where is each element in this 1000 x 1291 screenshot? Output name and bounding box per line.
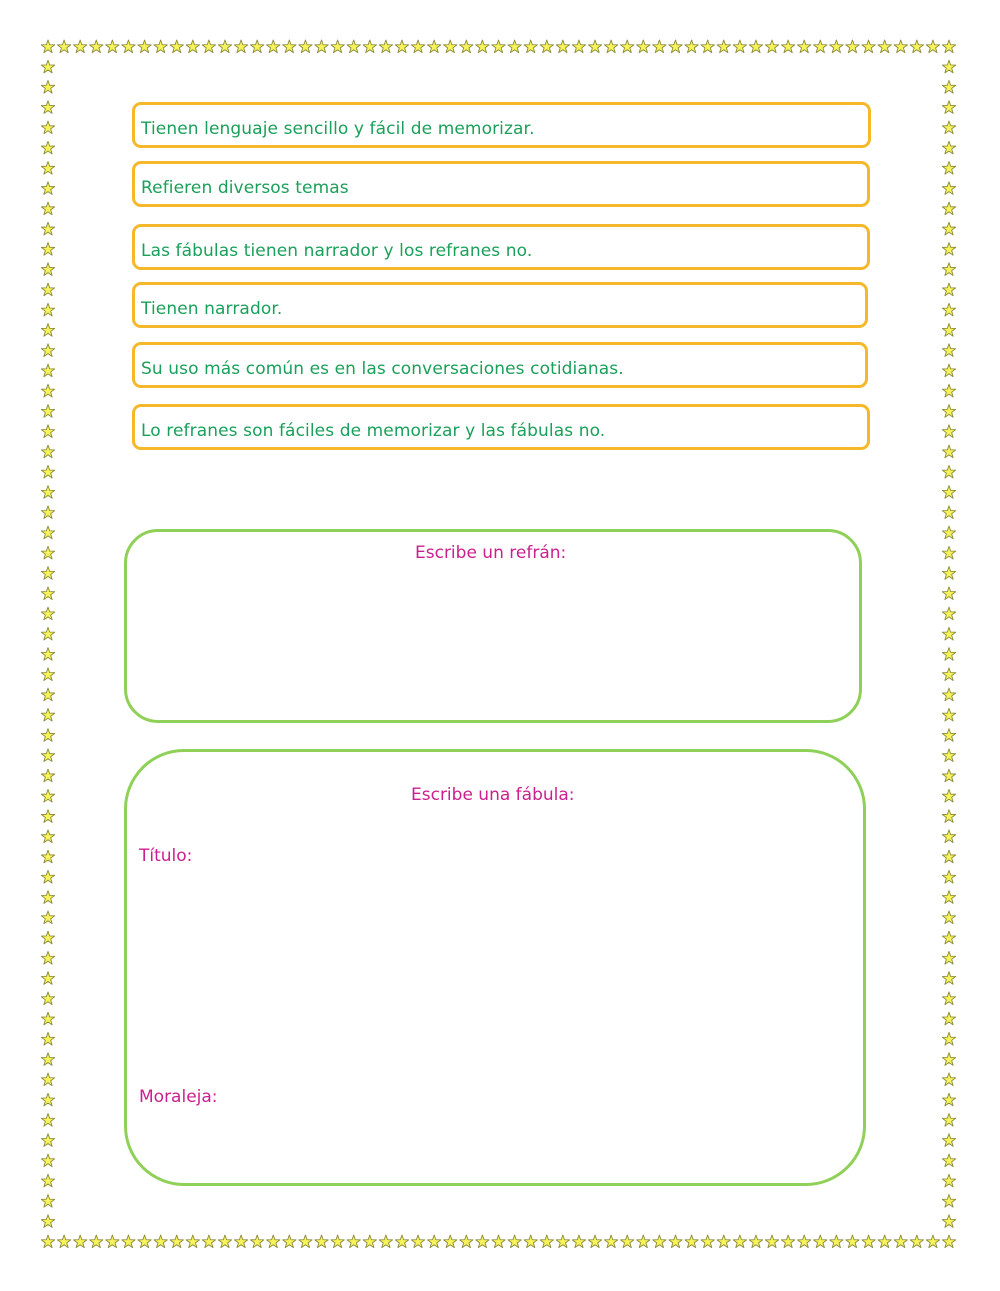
star-icon bbox=[41, 425, 54, 438]
star-icon bbox=[910, 1235, 923, 1248]
star-icon bbox=[942, 1113, 955, 1126]
star-icon bbox=[894, 40, 907, 53]
star-icon bbox=[524, 1235, 537, 1248]
star-icon bbox=[427, 40, 440, 53]
star-icon bbox=[202, 40, 215, 53]
star-icon bbox=[476, 1235, 489, 1248]
star-icon bbox=[57, 1235, 70, 1248]
star-icon bbox=[942, 870, 955, 883]
star-icon bbox=[765, 1235, 778, 1248]
star-icon bbox=[363, 1235, 376, 1248]
star-icon bbox=[669, 1235, 682, 1248]
star-icon bbox=[604, 40, 617, 53]
star-icon bbox=[411, 1235, 424, 1248]
star-icon bbox=[942, 81, 955, 94]
star-icon bbox=[41, 243, 54, 256]
star-icon bbox=[830, 40, 843, 53]
statement-text: Lo refranes son fáciles de memorizar y las fábulas no. bbox=[141, 421, 606, 441]
star-icon bbox=[717, 1235, 730, 1248]
star-icon bbox=[572, 40, 585, 53]
star-icon bbox=[331, 1235, 344, 1248]
star-icon bbox=[781, 40, 794, 53]
star-icon bbox=[942, 263, 955, 276]
star-icon bbox=[41, 567, 54, 580]
star-icon bbox=[41, 1093, 54, 1106]
star-icon bbox=[41, 1053, 54, 1066]
star-icon bbox=[41, 182, 54, 195]
star-icon bbox=[717, 40, 730, 53]
star-icon bbox=[942, 303, 955, 316]
star-icon bbox=[942, 506, 955, 519]
star-icon bbox=[556, 40, 569, 53]
star-icon bbox=[218, 1235, 231, 1248]
star-icon bbox=[926, 40, 939, 53]
statement-text: Su uso más común es en las conversaciones cotidianas. bbox=[141, 359, 624, 379]
fabula-heading: Escribe una fábula: bbox=[411, 785, 575, 805]
star-icon bbox=[154, 1235, 167, 1248]
star-icon bbox=[942, 648, 955, 661]
star-icon bbox=[57, 40, 70, 53]
star-icon bbox=[170, 1235, 183, 1248]
star-icon bbox=[41, 121, 54, 134]
star-icon bbox=[186, 40, 199, 53]
star-icon bbox=[492, 40, 505, 53]
star-icon bbox=[122, 40, 135, 53]
star-icon bbox=[41, 810, 54, 823]
star-icon bbox=[942, 1194, 955, 1207]
star-icon bbox=[234, 1235, 247, 1248]
star-icon bbox=[41, 546, 54, 559]
star-icon bbox=[41, 951, 54, 964]
star-icon bbox=[942, 465, 955, 478]
statement-box-1[interactable] bbox=[132, 102, 871, 148]
star-icon bbox=[942, 526, 955, 539]
star-icon bbox=[41, 486, 54, 499]
star-icon bbox=[814, 40, 827, 53]
star-icon bbox=[572, 1235, 585, 1248]
star-icon bbox=[315, 40, 328, 53]
star-icon bbox=[41, 1113, 54, 1126]
star-icon bbox=[814, 1235, 827, 1248]
star-icon bbox=[701, 1235, 714, 1248]
star-icon bbox=[540, 40, 553, 53]
statement-box-3[interactable] bbox=[132, 224, 870, 270]
star-icon bbox=[41, 324, 54, 337]
star-icon bbox=[41, 344, 54, 357]
star-icon bbox=[942, 162, 955, 175]
star-icon bbox=[41, 101, 54, 114]
star-icon bbox=[942, 344, 955, 357]
star-icon bbox=[942, 243, 955, 256]
statement-text: Tienen lenguaje sencillo y fácil de memorizar. bbox=[141, 119, 535, 139]
star-icon bbox=[942, 1032, 955, 1045]
star-icon bbox=[41, 60, 54, 73]
star-icon bbox=[41, 1012, 54, 1025]
star-icon bbox=[444, 40, 457, 53]
star-icon bbox=[476, 40, 489, 53]
star-icon bbox=[798, 40, 811, 53]
star-icon bbox=[942, 1012, 955, 1025]
star-icon bbox=[41, 627, 54, 640]
star-icon bbox=[74, 1235, 87, 1248]
star-icon bbox=[508, 1235, 521, 1248]
star-icon bbox=[267, 1235, 280, 1248]
star-icon bbox=[218, 40, 231, 53]
star-icon bbox=[41, 283, 54, 296]
star-icon bbox=[942, 1154, 955, 1167]
star-icon bbox=[942, 830, 955, 843]
star-icon bbox=[846, 1235, 859, 1248]
star-icon bbox=[588, 40, 601, 53]
star-icon bbox=[942, 627, 955, 640]
star-icon bbox=[942, 688, 955, 701]
star-icon bbox=[202, 1235, 215, 1248]
star-icon bbox=[138, 1235, 151, 1248]
star-icon bbox=[267, 40, 280, 53]
star-icon bbox=[395, 40, 408, 53]
star-icon bbox=[154, 40, 167, 53]
star-icon bbox=[942, 364, 955, 377]
star-icon bbox=[395, 1235, 408, 1248]
star-icon bbox=[90, 40, 103, 53]
star-icon bbox=[41, 1235, 54, 1248]
star-icon bbox=[942, 810, 955, 823]
star-icon bbox=[878, 1235, 891, 1248]
star-icon bbox=[508, 40, 521, 53]
star-icon bbox=[942, 445, 955, 458]
star-icon bbox=[942, 405, 955, 418]
star-icon bbox=[41, 931, 54, 944]
star-icon bbox=[621, 40, 634, 53]
star-icon bbox=[878, 40, 891, 53]
star-icon bbox=[942, 729, 955, 742]
statement-text: Las fábulas tienen narrador y los refranes no. bbox=[141, 241, 533, 261]
star-icon bbox=[556, 1235, 569, 1248]
star-icon bbox=[781, 1235, 794, 1248]
star-icon bbox=[74, 40, 87, 53]
star-icon bbox=[637, 1235, 650, 1248]
moral-label: Moraleja: bbox=[139, 1087, 218, 1107]
star-icon bbox=[41, 789, 54, 802]
star-icon bbox=[347, 1235, 360, 1248]
star-icon bbox=[942, 141, 955, 154]
star-icon bbox=[41, 648, 54, 661]
star-icon bbox=[846, 40, 859, 53]
star-icon bbox=[942, 951, 955, 964]
star-icon bbox=[942, 40, 955, 53]
star-icon bbox=[41, 465, 54, 478]
star-icon bbox=[41, 526, 54, 539]
star-icon bbox=[347, 40, 360, 53]
star-icon bbox=[942, 567, 955, 580]
refran-heading: Escribe un refrán: bbox=[415, 543, 567, 563]
star-icon bbox=[910, 40, 923, 53]
star-icon bbox=[41, 587, 54, 600]
star-icon bbox=[41, 81, 54, 94]
star-icon bbox=[492, 1235, 505, 1248]
star-icon bbox=[942, 972, 955, 985]
star-icon bbox=[942, 283, 955, 296]
star-icon bbox=[41, 668, 54, 681]
star-icon bbox=[942, 546, 955, 559]
fabula-answer-box[interactable] bbox=[124, 749, 866, 1186]
star-icon bbox=[862, 40, 875, 53]
star-icon bbox=[942, 911, 955, 924]
star-icon bbox=[283, 1235, 296, 1248]
star-icon bbox=[234, 40, 247, 53]
star-icon bbox=[41, 769, 54, 782]
star-icon bbox=[942, 101, 955, 114]
star-icon bbox=[460, 1235, 473, 1248]
star-icon bbox=[283, 40, 296, 53]
star-icon bbox=[41, 870, 54, 883]
star-icon bbox=[41, 364, 54, 377]
star-icon bbox=[41, 749, 54, 762]
star-icon bbox=[379, 40, 392, 53]
star-icon bbox=[653, 1235, 666, 1248]
star-icon bbox=[41, 911, 54, 924]
star-icon bbox=[942, 324, 955, 337]
star-icon bbox=[41, 850, 54, 863]
star-icon bbox=[942, 1053, 955, 1066]
star-icon bbox=[41, 162, 54, 175]
star-icon bbox=[942, 425, 955, 438]
star-icon bbox=[41, 445, 54, 458]
star-icon bbox=[41, 708, 54, 721]
star-icon bbox=[653, 40, 666, 53]
star-icon bbox=[942, 1215, 955, 1228]
star-icon bbox=[251, 1235, 264, 1248]
star-icon bbox=[315, 1235, 328, 1248]
star-icon bbox=[41, 263, 54, 276]
statement-box-4[interactable] bbox=[132, 282, 868, 328]
star-icon bbox=[379, 1235, 392, 1248]
star-icon bbox=[41, 1174, 54, 1187]
star-icon bbox=[942, 182, 955, 195]
star-icon bbox=[138, 40, 151, 53]
star-icon bbox=[942, 384, 955, 397]
star-icon bbox=[942, 992, 955, 1005]
star-icon bbox=[942, 202, 955, 215]
star-icon bbox=[942, 607, 955, 620]
star-icon bbox=[942, 891, 955, 904]
star-icon bbox=[41, 607, 54, 620]
star-icon bbox=[926, 1235, 939, 1248]
star-icon bbox=[749, 1235, 762, 1248]
star-icon bbox=[942, 668, 955, 681]
star-icon bbox=[862, 1235, 875, 1248]
star-icon bbox=[701, 40, 714, 53]
star-icon bbox=[90, 1235, 103, 1248]
star-icon bbox=[733, 1235, 746, 1248]
statement-text: Refieren diversos temas bbox=[141, 178, 349, 198]
star-icon bbox=[41, 830, 54, 843]
star-icon bbox=[251, 40, 264, 53]
star-icon bbox=[41, 972, 54, 985]
star-icon bbox=[41, 202, 54, 215]
star-icon bbox=[170, 40, 183, 53]
star-icon bbox=[669, 40, 682, 53]
star-icon bbox=[106, 1235, 119, 1248]
star-icon bbox=[685, 1235, 698, 1248]
star-icon bbox=[41, 1194, 54, 1207]
star-icon bbox=[41, 891, 54, 904]
star-icon bbox=[830, 1235, 843, 1248]
title-label: Título: bbox=[139, 846, 193, 866]
star-icon bbox=[186, 1235, 199, 1248]
star-icon bbox=[411, 40, 424, 53]
star-icon bbox=[588, 1235, 601, 1248]
star-icon bbox=[363, 40, 376, 53]
statement-box-2[interactable] bbox=[132, 161, 870, 207]
star-icon bbox=[942, 708, 955, 721]
star-icon bbox=[299, 40, 312, 53]
star-icon bbox=[444, 1235, 457, 1248]
star-icon bbox=[331, 40, 344, 53]
star-icon bbox=[733, 40, 746, 53]
star-icon bbox=[524, 40, 537, 53]
star-icon bbox=[942, 222, 955, 235]
star-icon bbox=[942, 587, 955, 600]
star-icon bbox=[41, 729, 54, 742]
star-icon bbox=[621, 1235, 634, 1248]
statement-box-5[interactable] bbox=[132, 342, 868, 388]
star-icon bbox=[41, 384, 54, 397]
star-icon bbox=[942, 749, 955, 762]
star-icon bbox=[637, 40, 650, 53]
star-icon bbox=[41, 992, 54, 1005]
star-icon bbox=[41, 405, 54, 418]
star-icon bbox=[942, 1093, 955, 1106]
star-icon bbox=[41, 141, 54, 154]
star-icon bbox=[942, 850, 955, 863]
star-icon bbox=[749, 40, 762, 53]
star-icon bbox=[942, 1073, 955, 1086]
star-icon bbox=[942, 121, 955, 134]
star-icon bbox=[942, 1174, 955, 1187]
star-icon bbox=[942, 931, 955, 944]
star-icon bbox=[798, 1235, 811, 1248]
star-icon bbox=[41, 1032, 54, 1045]
star-icon bbox=[685, 40, 698, 53]
statement-text: Tienen narrador. bbox=[141, 299, 283, 319]
star-icon bbox=[41, 1073, 54, 1086]
star-icon bbox=[942, 789, 955, 802]
star-icon bbox=[41, 303, 54, 316]
star-icon bbox=[540, 1235, 553, 1248]
star-icon bbox=[41, 1154, 54, 1167]
star-icon bbox=[765, 40, 778, 53]
statement-box-6[interactable] bbox=[132, 404, 870, 450]
star-icon bbox=[41, 506, 54, 519]
star-icon bbox=[41, 1134, 54, 1147]
star-icon bbox=[894, 1235, 907, 1248]
star-icon bbox=[942, 1134, 955, 1147]
star-icon bbox=[942, 1235, 955, 1248]
star-icon bbox=[122, 1235, 135, 1248]
star-icon bbox=[41, 1215, 54, 1228]
star-icon bbox=[942, 486, 955, 499]
star-icon bbox=[41, 222, 54, 235]
star-icon bbox=[427, 1235, 440, 1248]
star-icon bbox=[942, 769, 955, 782]
star-icon bbox=[460, 40, 473, 53]
star-icon bbox=[41, 40, 54, 53]
star-icon bbox=[299, 1235, 312, 1248]
star-icon bbox=[604, 1235, 617, 1248]
star-icon bbox=[41, 688, 54, 701]
star-icon bbox=[106, 40, 119, 53]
star-icon bbox=[942, 60, 955, 73]
